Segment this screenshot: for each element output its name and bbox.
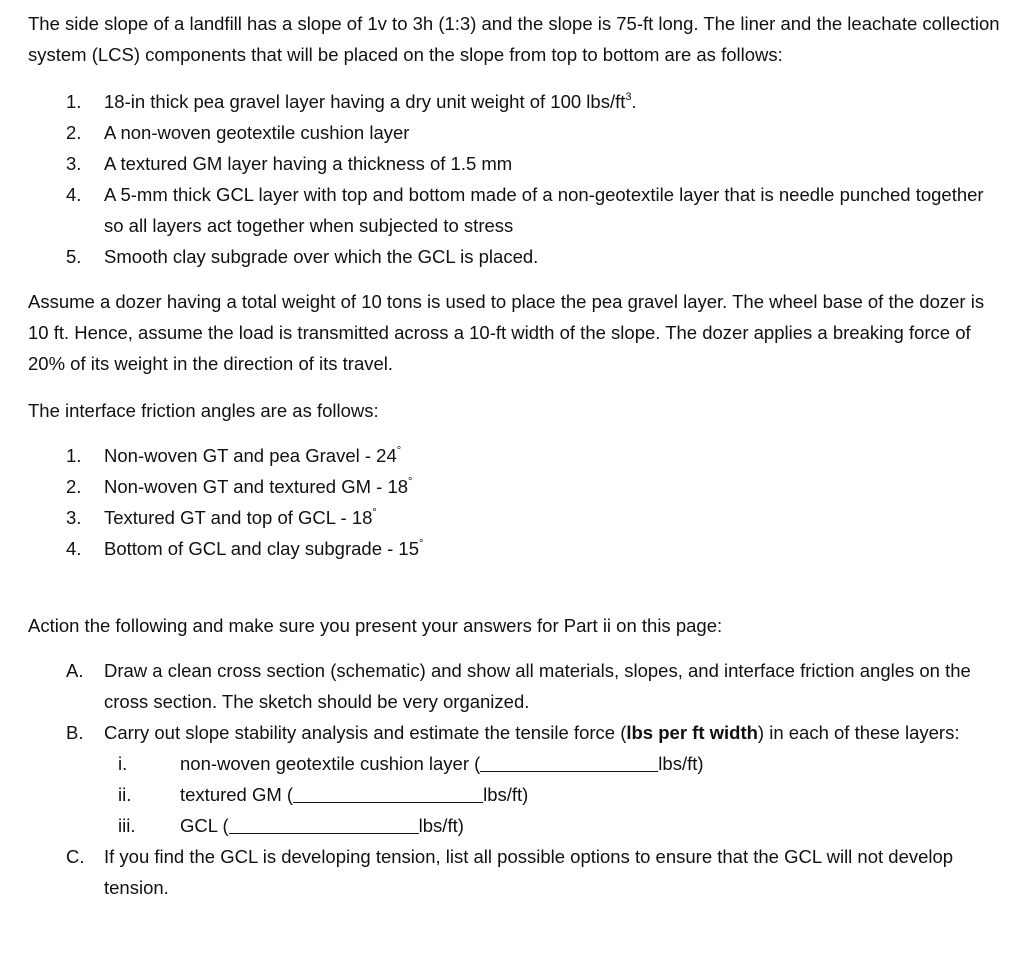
answer-row (28, 810, 1008, 841)
answer-text (180, 810, 464, 841)
answer-text (180, 779, 528, 810)
layer-list (28, 86, 1008, 272)
roman-numeral: i. (118, 753, 128, 774)
layer-text: 18-in thick pea gravel layer having a dry unit weight of 100 lbs/ft (104, 91, 626, 112)
list-item (28, 533, 1008, 564)
list-text: A 5-mm thick GCL layer with top and bottom made of a non-geotextile layer that is needle punched together so all layers act together when subjected to stress (104, 184, 984, 236)
list-item (28, 841, 1008, 903)
friction-text: Bottom of GCL and clay subgrade - 15 (104, 538, 420, 559)
bold-units: lbs per ft width (626, 722, 758, 743)
spacer (28, 578, 1008, 610)
answer-blank[interactable] (229, 813, 419, 834)
friction-text: Non-woven GT and textured GM - 18 (104, 476, 409, 497)
list-item (28, 117, 1008, 148)
answer-text (180, 748, 704, 779)
answer-sublist (28, 748, 1008, 841)
dozer-paragraph: Assume a dozer having a total weight of 10 tons is used to place the pea gravel layer. The wheel base of the dozer is 10 ft. Hence, assume the load is transmitted across a 10-ft width of the slope. The dozer applies a breaking force of 20% of its weight in the direction of its travel. (28, 291, 985, 374)
list-item (28, 717, 1008, 748)
list-text (104, 502, 1008, 533)
intro-paragraph: The side slope of a landfill has a slope of 1v to 3h (1:3) and the slope is 75-ft long. The liner and the leachate collection system (LCS) components that will be placed on the slope from top to bottom are as follows: (28, 13, 1000, 65)
list-number: 2. (66, 122, 82, 143)
list-item (28, 241, 1008, 272)
list-item (28, 148, 1008, 179)
answer-label: textured GM ( (180, 784, 294, 805)
task-text: Carry out slope stability analysis and estimate the tensile force ( (104, 722, 627, 743)
roman-numeral: ii. (118, 784, 132, 805)
list-letter: C. (66, 846, 85, 867)
list-item (28, 502, 1008, 533)
list-text: A non-woven geotextile cushion layer (104, 122, 410, 143)
list-text (104, 86, 1008, 117)
list-number: 1. (66, 91, 82, 112)
layer-text-end: . (631, 91, 637, 112)
friction-list (28, 440, 1008, 564)
friction-heading: The interface friction angles are as follows: (28, 400, 379, 421)
list-item (28, 179, 1008, 241)
list-text (104, 533, 1008, 564)
answer-row (28, 748, 1008, 779)
friction-text: Textured GT and top of GCL - 18 (104, 507, 373, 528)
action-heading: Action the following and make sure you present your answers for Part ii on this page: (28, 615, 723, 636)
degree-mark: ° (419, 538, 424, 550)
answer-blank[interactable] (293, 782, 483, 803)
list-letter: A. (66, 660, 84, 681)
answer-unit: lbs/ft) (418, 815, 464, 836)
answer-unit: lbs/ft) (483, 784, 529, 805)
answer-unit: lbs/ft) (658, 753, 704, 774)
answer-label: non-woven geotextile cushion layer ( (180, 753, 481, 774)
list-text (104, 717, 1008, 748)
list-number: 4. (66, 184, 82, 205)
answer-label: GCL ( (180, 815, 229, 836)
list-item (28, 440, 1008, 471)
roman-numeral: iii. (118, 815, 136, 836)
list-item (28, 655, 1008, 717)
list-item (28, 471, 1008, 502)
action-list-c (28, 841, 1008, 903)
answer-blank[interactable] (480, 751, 658, 772)
degree-mark: ° (408, 476, 413, 488)
list-number: 2. (66, 476, 82, 497)
list-letter: B. (66, 722, 84, 743)
list-text: A textured GM layer having a thickness of 1.5 mm (104, 153, 513, 174)
list-number: 1. (66, 445, 82, 466)
list-text (104, 440, 1008, 471)
list-number: 3. (66, 153, 82, 174)
degree-mark: ° (372, 507, 377, 519)
list-number: 4. (66, 538, 82, 559)
answer-row (28, 779, 1008, 810)
list-text: If you find the GCL is developing tension, list all possible options to ensure that the GCL will not develop tension. (104, 846, 954, 898)
task-text-end: ) in each of these layers: (757, 722, 960, 743)
list-text: Draw a clean cross section (schematic) and show all materials, slopes, and interface friction angles on the cross section. The sketch should be very organized. (104, 660, 971, 712)
degree-mark: ° (396, 445, 402, 457)
list-number: 5. (66, 246, 82, 267)
list-number: 3. (66, 507, 82, 528)
list-text: Smooth clay subgrade over which the GCL is placed. (104, 246, 539, 267)
list-item (28, 86, 1008, 117)
action-list (28, 655, 1008, 748)
superscript: 3 (625, 91, 632, 103)
list-text (104, 471, 1008, 502)
friction-text: Non-woven GT and pea Gravel - 24 (104, 445, 397, 466)
